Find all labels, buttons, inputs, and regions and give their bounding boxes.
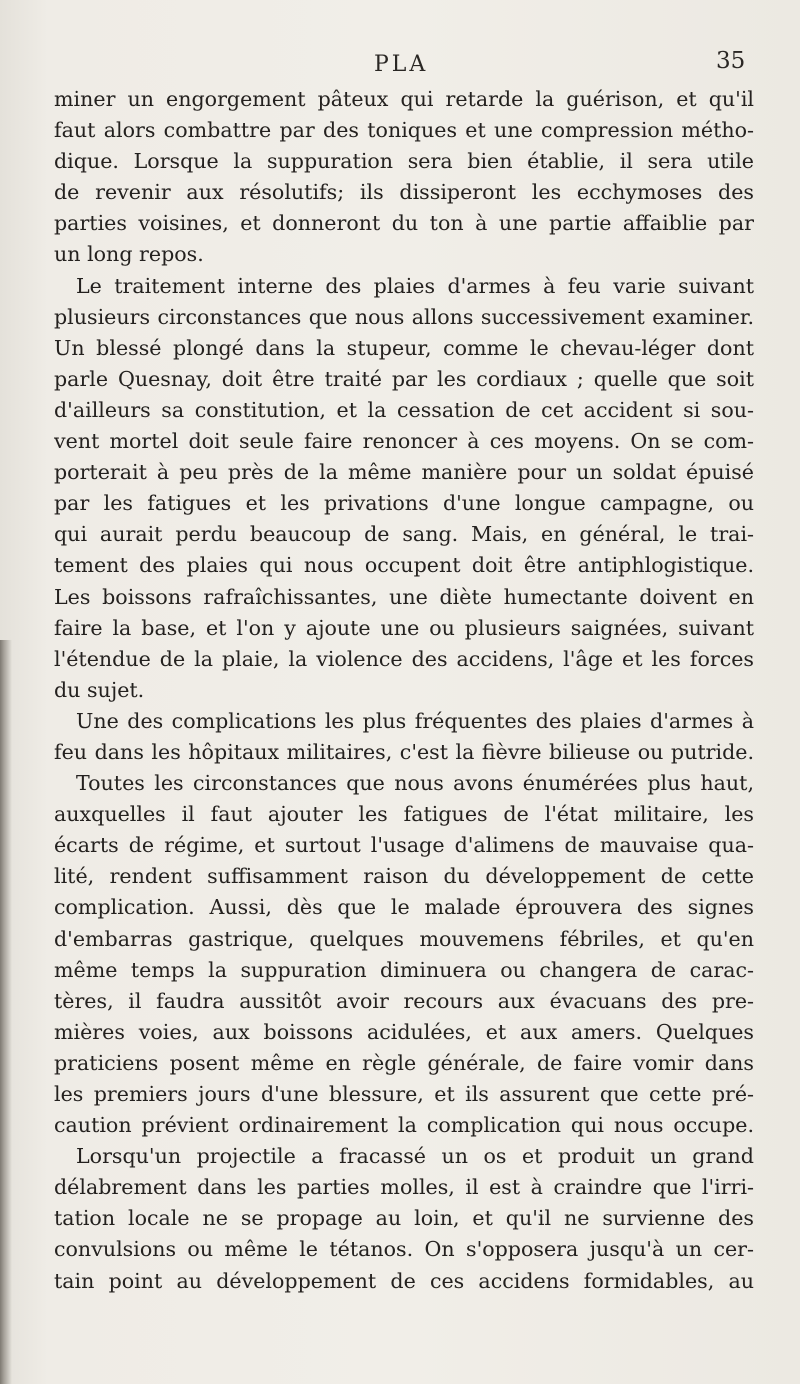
text-line: du sujet. bbox=[54, 677, 145, 702]
text-line: complication. Aussi, dès que le malade éprouvera des signes bbox=[54, 895, 754, 920]
text-line: un long repos. bbox=[54, 242, 204, 267]
text-line: feu dans les hôpitaux militaires, c'est la fièvre bilieuse ou putride. bbox=[54, 739, 754, 764]
text-line: parties voisines, et donneront du ton à une partie affaiblie par bbox=[54, 211, 754, 236]
text-line: Une des complications les plus fréquentes des plaies d'armes à bbox=[76, 708, 754, 733]
text-line: même temps la suppuration diminuera ou changera de carac- bbox=[54, 957, 754, 982]
text-line: tement des plaies qui nous occupent doit être antiphlogistique. bbox=[54, 553, 754, 578]
text-line: convulsions ou même le tétanos. On s'opposera jusqu'à un cer- bbox=[54, 1237, 754, 1262]
text-line: lité, rendent suffisamment raison du développement de cette bbox=[54, 864, 754, 889]
body-text bbox=[54, 84, 754, 1297]
text-line: d'ailleurs sa constitution, et la cessation de cet accident si sou- bbox=[54, 397, 754, 422]
text-line: écarts de régime, et surtout l'usage d'alimens de mauvaise qua- bbox=[54, 833, 754, 858]
text-line: vent mortel doit seule faire renoncer à ces moyens. On se com- bbox=[54, 429, 754, 454]
text-line: dique. Lorsque la suppuration sera bien établie, il sera utile bbox=[54, 149, 754, 174]
text-line: Les boissons rafraîchissantes, une diète humectante doivent en bbox=[54, 584, 754, 609]
page-header bbox=[0, 44, 800, 84]
text-line: de revenir aux résolutifs; ils dissiperont les ecchymoses des bbox=[54, 180, 754, 205]
text-line: qui aurait perdu beaucoup de sang. Mais, en général, le trai- bbox=[54, 522, 754, 547]
text-line: Toutes les circonstances que nous avons énumérées plus haut, bbox=[76, 771, 754, 796]
text-line: les premiers jours d'une blessure, et ils assurent que cette pré- bbox=[54, 1082, 754, 1106]
text-line: Un blessé plongé dans la stupeur, comme le chevau-léger dont bbox=[54, 335, 754, 360]
text-line: tain point au développement de ces accidens formidables, au bbox=[54, 1268, 754, 1293]
text-line: d'embarras gastrique, quelques mouvemens fébriles, et qu'en bbox=[54, 926, 754, 951]
text-line: tation locale ne se propage au loin, et qu'il ne survienne des bbox=[54, 1206, 754, 1231]
text-line: plusieurs circonstances que nous allons successivement examiner. bbox=[54, 304, 754, 329]
page-edge-shadow bbox=[0, 640, 12, 1384]
text-line: par les fatigues et les privations d'une longue campagne, ou bbox=[54, 491, 754, 516]
text-line: l'étendue de la plaie, la violence des accidens, l'âge et les forces bbox=[54, 646, 754, 671]
text-line: auxquelles il faut ajouter les fatigues de l'état militaire, les bbox=[54, 802, 754, 827]
text-line: parle Quesnay, doit être traité par les cordiaux ; quelle que soit bbox=[54, 366, 754, 391]
text-line: Lorsqu'un projectile a fracassé un os et produit un grand bbox=[76, 1144, 754, 1169]
text-line: mières voies, aux boissons acidulées, et aux amers. Quelques bbox=[54, 1019, 754, 1044]
text-line: caution prévient ordinairement la complication qui nous occupe. bbox=[54, 1113, 754, 1138]
text-line: faut alors combattre par des toniques et une compression métho- bbox=[54, 118, 754, 143]
page-number: 35 bbox=[716, 48, 746, 74]
text-line: porterait à peu près de la même manière pour un soldat épuisé bbox=[54, 460, 754, 485]
text-line: praticiens posent même en règle générale, de faire vomir dans bbox=[54, 1050, 754, 1075]
text-line: tères, il faudra aussitôt avoir recours aux évacuans des pre- bbox=[54, 988, 754, 1013]
text-line: faire la base, et l'on y ajoute une ou plusieurs saignées, suivant bbox=[54, 615, 754, 640]
text-line: Le traitement interne des plaies d'armes à feu varie suivant bbox=[76, 273, 754, 298]
text-line: délabrement dans les parties molles, il est à craindre que l'irri- bbox=[54, 1175, 754, 1200]
running-title: PLA bbox=[374, 52, 429, 77]
text-line: miner un engorgement pâteux qui retarde la guérison, et qu'il bbox=[54, 87, 754, 111]
